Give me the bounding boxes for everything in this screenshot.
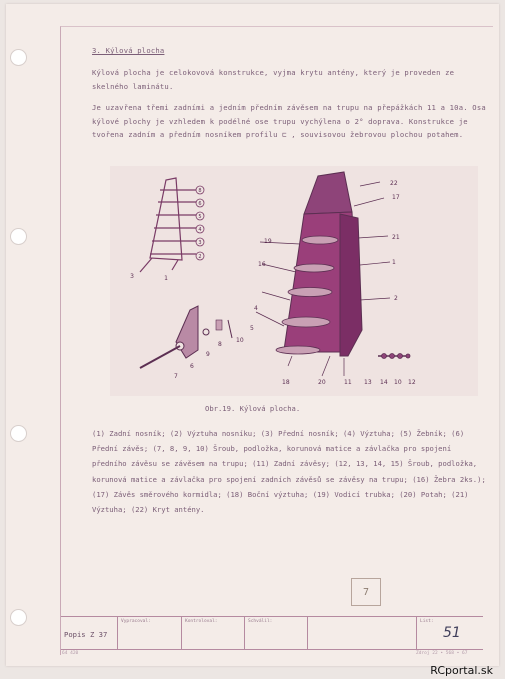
callout-label: 13 [364,379,372,386]
title-cell [245,617,308,649]
callout-label: 8 [198,188,202,194]
callout-label: 5 [250,325,254,332]
callout-label: 5 [198,214,202,220]
footer-code-right: Zdroj 22 ∙ 568 ∙ 67 [416,651,468,656]
callout-label: 9 [206,351,210,358]
section-heading: 3. Kýlová plocha [92,46,165,55]
callout-label: 2 [198,254,202,260]
callout-label: 1 [164,275,168,282]
title-cell-label: Vypracoval: [121,619,151,624]
watermark: RCportal.sk [430,664,493,677]
callout-label: 12 [408,379,416,386]
footer-code-left: 64 420 [62,651,79,656]
title-cell-label: Schválil: [248,619,273,624]
callout-label: 4 [254,305,258,312]
page-number: 51 [443,625,461,641]
callout-label: 17 [392,194,400,201]
list-label: List: [420,619,434,624]
callout-label: 2 [394,295,398,302]
handwritten-stamp: 7 [351,578,381,606]
figure-legend: (1) Zadní nosník; (2) Výztuha nosníku; (3) Přední nosník; (4) Výztuha; (5) Žebník; (6) Přední závěs; (7, 8, 9, 10) Šroub, podložka, korunová matice a závlačka pro spojení předního závěsu se závěsem na trupu; (11) Zadní závěsy; (12, 13, 14, 15) Šroub, podložka, korunová matice a závlačka pro spojení zadních závěsů se závěsy na trupu; (16) Žebra 2ks.); (17) Závěs směrového kormidla; (18) Boční výztuha; (19) Vodicí trubka; (20) Potah; (21) Výztuha; (22) Kryt antény. [92,429,486,515]
title-cell [182,617,245,649]
callout-label: 14 [380,379,388,386]
callout-label: 18 [282,379,290,386]
callout-label: 20 [318,379,326,386]
callout-label: 3 [130,273,134,280]
callout-label: 7 [174,373,178,380]
title-cell [308,617,417,649]
callout-label: 8 [218,341,222,348]
title-cell [118,617,182,649]
callout-label: 10 [394,379,402,386]
callout-label: 1 [392,259,396,266]
callout-label: 3 [198,240,202,246]
callout-label: 21 [392,234,400,241]
title-cell-label: Kontroloval: [185,619,218,624]
title-cell-list [417,617,477,649]
paragraph-2: Je uzavřena třemi zadními a jedním předním závěsem na trupu na přepážkách 11 a 10a. Osa kýlové plochy je vzhledem k podélné ose trupu vychýlena o 2° doprava. Konstrukce je tvořena zadním a předním nosníkem profilu ⊏ , souvisovou žebrovou plochou potahem. [92,103,486,140]
callout-label: 22 [390,180,398,187]
callout-label: 19 [264,238,272,245]
title-cell-popis [61,617,118,649]
callout-label: 10 [236,337,244,344]
callout-label: 16 [258,261,266,268]
paragraph-1: Kýlová plocha je celokovová konstrukce, vyjma krytu antény, který je proveden ze skelného laminátu. [92,68,455,91]
popis-value: Popis Z 37 [64,630,108,639]
figure-caption: Obr.19. Kýlová plocha. [205,404,301,413]
callout-label: 4 [198,227,202,233]
callout-label: 11 [344,379,352,386]
callout-label: 6 [198,201,202,207]
title-block [61,616,483,650]
callout-label: 6 [190,363,194,370]
